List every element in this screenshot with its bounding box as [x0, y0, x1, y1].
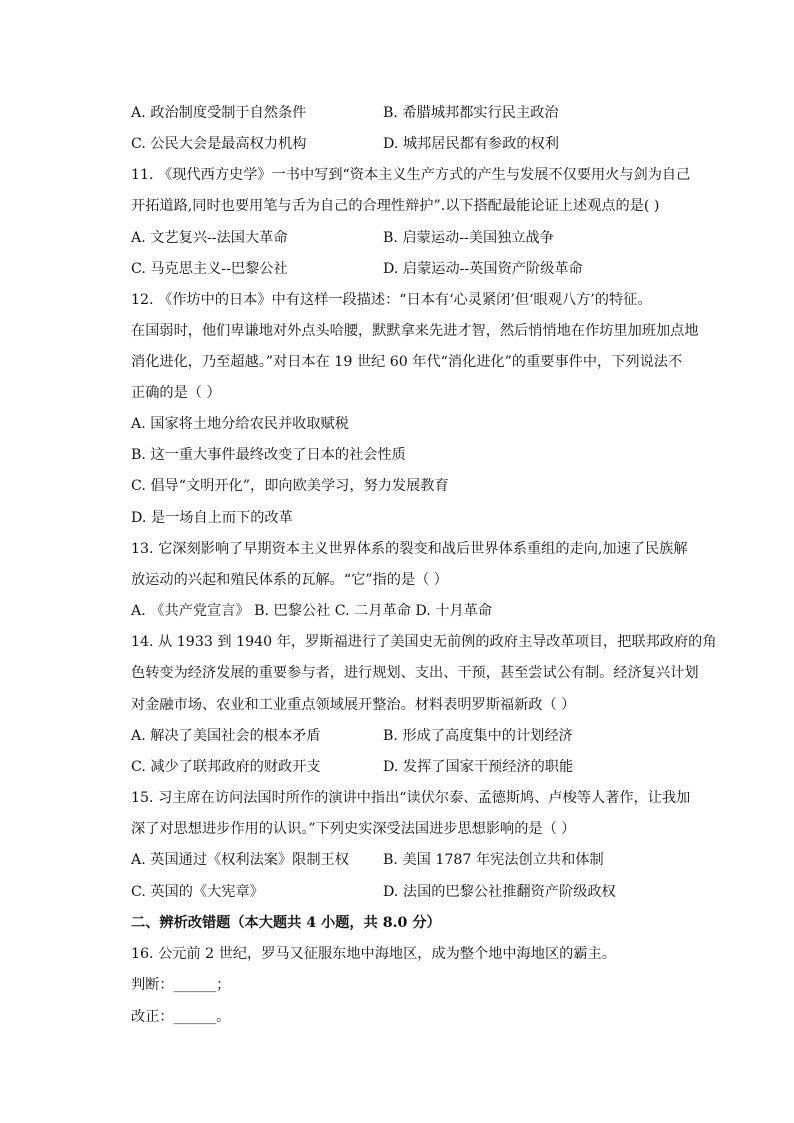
q16-judge-line: 判断：______；: [131, 977, 231, 993]
q11-option-d: D. 启蒙运动--英国资产阶级革命: [383, 261, 583, 277]
q16-stem: 16. 公元前 2 世纪，罗马又征服东地中海地区，成为整个地中海地区的霸主。: [131, 946, 616, 962]
q12-stem-line3: 消化进化，乃至超越。”对日本在 19 世纪 60 年代“消化进化”的重要事件中，下列说法不: [131, 354, 683, 370]
q12-stem-line4: 正确的是（ ）: [131, 385, 221, 401]
q13-stem-line2: 放运动的兴起和殖民体系的瓦解。“它”指的是（ ）: [131, 572, 448, 588]
q11-stem-line1: 11. 《现代西方史学》一书中写到“资本主义生产方式的产生与发展不仅要用火与剑为自己: [131, 167, 691, 183]
q15-stem-line1: 15. 习主席在访问法国时所作的演讲中指出“读伏尔泰、孟德斯鸠、卢梭等人著作，让我加: [131, 790, 691, 806]
q15-option-b: B. 美国 1787 年宪法创立共和体制: [383, 852, 604, 868]
q15-option-c: C. 英国的《大宪章》: [131, 884, 264, 900]
q10-option-a: A. 政治制度受制于自然条件: [131, 105, 307, 121]
q13-options: A. 《共产党宣言》 B. 巴黎公社 C. 二月革命 D. 十月革命: [131, 603, 493, 619]
q12-stem-line2: 在国弱时，他们卑谦地对外点头哈腰，默默拿来先进才智，然后悄悄地在作坊里加班加点地: [131, 323, 699, 339]
q15-option-d: D. 法国的巴黎公社推翻资产阶级政权: [383, 884, 616, 900]
q10-option-b: B. 希腊城邦都实行民主政治: [383, 105, 559, 121]
q14-option-b: B. 形成了高度集中的计划经济: [383, 728, 573, 744]
q12-option-a: A. 国家将土地分给农民并收取赋税: [131, 416, 349, 432]
q16-correct-line: 改正：______。: [131, 1009, 231, 1025]
section-heading: 二、辨析改错题（本大题共 4 小题，共 8.0 分）: [131, 915, 441, 931]
q14-option-a: A. 解决了美国社会的根本矛盾: [131, 728, 321, 744]
q10-option-d: D. 城邦居民都有参政的权利: [383, 136, 559, 152]
q14-stem-line2: 色转变为经济发展的重要参与者，进行规划、支出、干预，甚至尝试公有制。经济复兴计划: [131, 665, 699, 681]
q14-option-c: C. 减少了联邦政府的财政开支: [131, 759, 321, 775]
q10-option-c: C. 公民大会是最高权力机构: [131, 136, 307, 152]
q11-option-c: C. 马克思主义--巴黎公社: [131, 261, 288, 277]
q14-stem-line3: 对金融市场、农业和工业重点领域展开整治。材料表明罗斯福新政（ ）: [131, 697, 576, 713]
q13-stem-line1: 13. 它深刻影响了早期资本主义世界体系的裂变和战后世界体系重组的走向,加速了民族解: [131, 541, 688, 557]
q11-stem-line2: 开拓道路,同时也要用笔与舌为自己的合理性辩护”.以下搭配最能论证上述观点的是( ): [131, 198, 660, 214]
q12-option-c: C. 倡导“文明开化”，即向欧美学习，努力发展教育: [131, 478, 449, 494]
q12-stem-line1: 12. 《作坊中的日本》中有这样一段描述：“日本有‘心灵紧闭’但‘眼观八方’的特征。: [131, 292, 652, 308]
q14-option-d: D. 发挥了国家干预经济的职能: [383, 759, 574, 775]
q12-option-d: D. 是一场自上而下的改革: [131, 510, 293, 526]
q11-option-a: A. 文艺复兴--法国大革命: [131, 230, 288, 246]
q15-stem-line2: 深了对思想进步作用的认识。”下列史实深受法国进步思想影响的是（ ）: [131, 821, 576, 837]
q12-option-b: B. 这一重大事件最终改变了日本的社会性质: [131, 447, 406, 463]
q14-stem-line1: 14. 从 1933 到 1940 年，罗斯福进行了美国史无前例的政府主导改革项目，把联邦政府的角: [131, 634, 717, 650]
q15-option-a: A. 英国通过《权利法案》限制王权: [131, 852, 349, 868]
q11-option-b: B. 启蒙运动--美国独立战争: [383, 230, 554, 246]
